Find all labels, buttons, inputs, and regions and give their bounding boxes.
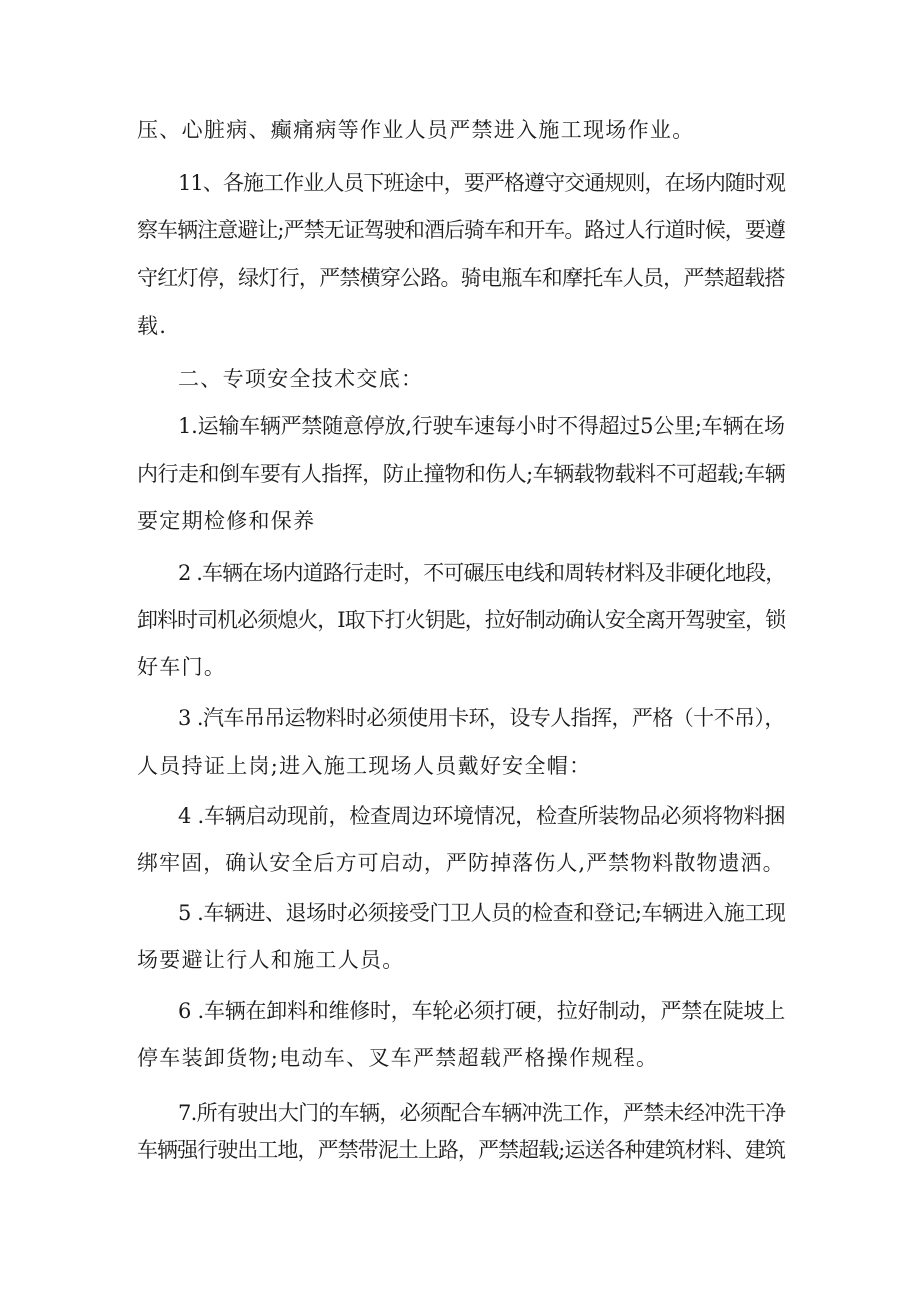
- text-line: 停车装卸货物;电动车、叉车严禁超载严格操作规程。: [137, 1046, 659, 1070]
- text-line: 绑牢固，确认安全后方可启动，严防掉落伤人,严禁物料散物遗洒。: [137, 851, 785, 875]
- text-line: 2 .车辆在场内道路行走时，不可碾压电线和周转材料及非硬化地段，: [178, 561, 786, 585]
- text-line: 内行走和倒车要有人指挥，防止撞物和伤人;车辆载物载料不可超载;车辆: [137, 462, 786, 486]
- text-line: 人员持证上岗;进入施工现场人员戴好安全帽：: [137, 754, 592, 778]
- text-line: 场要避让行人和施工人员。: [137, 948, 405, 972]
- text-line: 1.运输车辆严禁随意停放,行驶车速每小时不得超过5公里;车辆在场: [178, 414, 785, 438]
- text-line: 5 .车辆进、退场时必须接受门卫人员的检查和登记;车辆进入施工现: [178, 901, 786, 925]
- text-line: 7.所有驶出大门的车辆，必须配合车辆冲洗工作，严禁未经冲洗干净: [178, 1101, 786, 1125]
- text-line: 要定期检修和保养: [137, 509, 316, 533]
- text-line: 载.: [137, 314, 168, 338]
- text-line: 11、各施工作业人员下班途中，要严格遵守交通规则，在场内随时观: [178, 171, 786, 195]
- text-line: 3 .汽车吊吊运物料时必须使用卡环，设专人指挥，严格（十不吊），: [178, 706, 785, 730]
- text-line: 守红灯停，绿灯行，严禁横穿公路。骑电瓶车和摩托车人员，严禁超载搭: [137, 266, 785, 290]
- text-line: 卸料时司机必须熄火，I取下打火钥匙，拉好制动确认安全离开驾驶室，锁: [137, 608, 786, 632]
- text-line: 压、心脏病、癫痛病等作业人员严禁进入施工现场作业。: [137, 118, 695, 142]
- text-line: 4 .车辆启动现前，检查周边环境情况，检查所装物品必须将物料捆: [178, 804, 786, 828]
- text-line: 好车门。: [137, 655, 227, 679]
- text-line: 6 .车辆在卸料和维修时，车轮必须打硬，拉好制动，严禁在陡坡上: [178, 999, 786, 1023]
- text-line: 车辆强行驶出工地，严禁带泥土上路，严禁超载;运送各种建筑材料、建筑: [137, 1138, 785, 1162]
- text-line: 二、专项安全技术交底：: [178, 367, 424, 391]
- text-line: 察车辆注意避让;严禁无证驾驶和酒后骑车和开车。路过人行道时候，要遵: [137, 218, 785, 242]
